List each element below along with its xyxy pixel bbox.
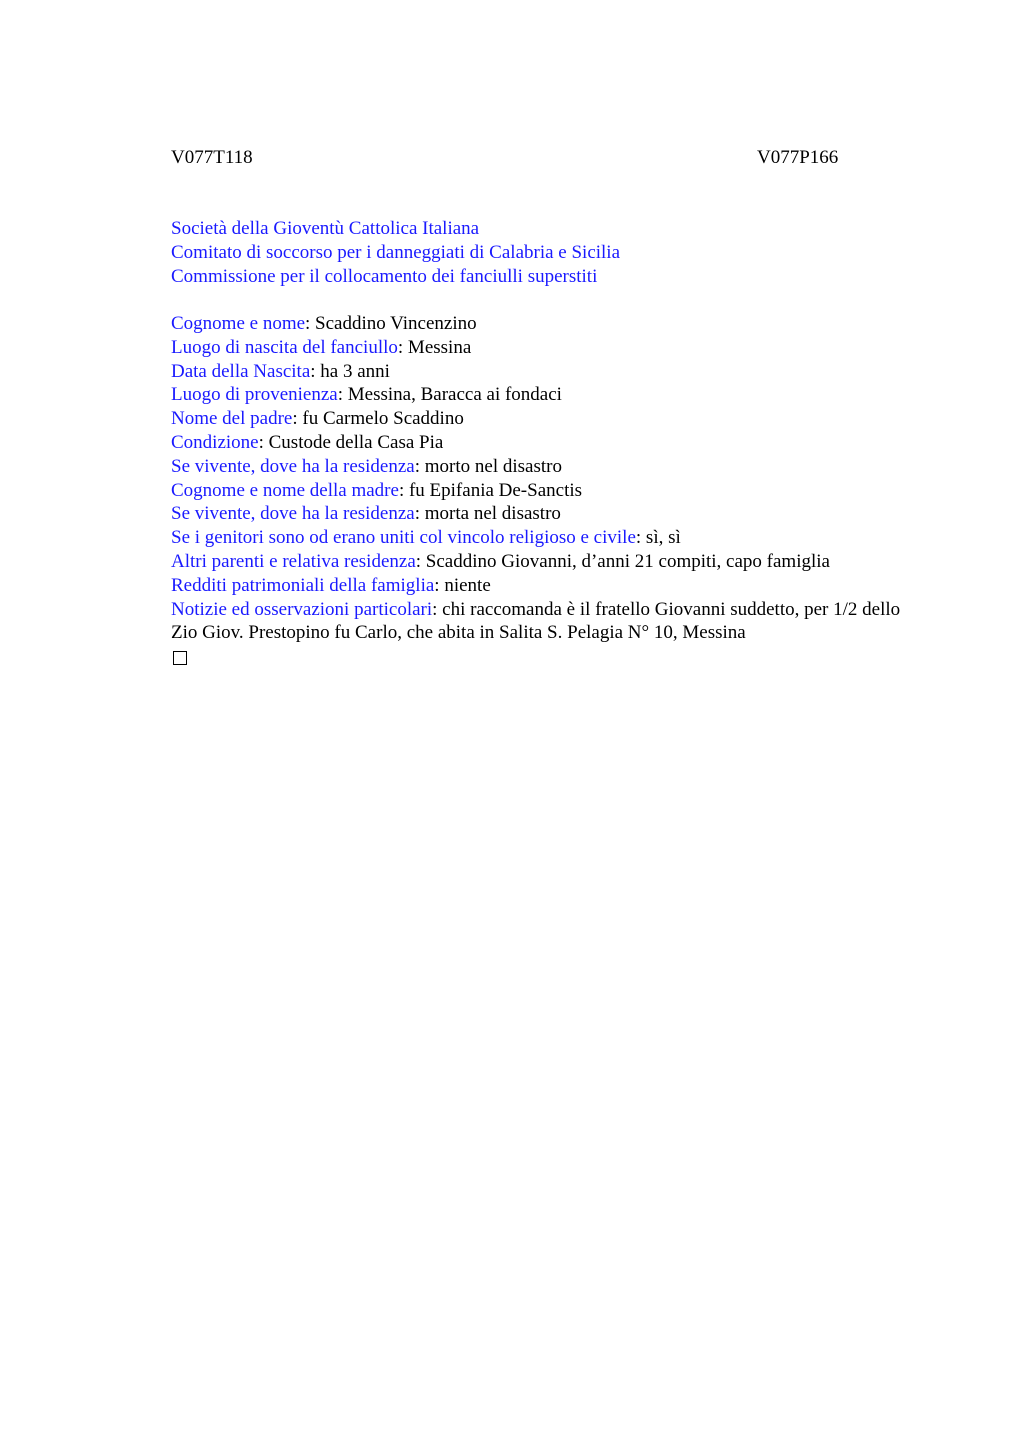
field-value: : Scaddino Giovanni, d’anni 21 compiti, capo famiglia	[415, 550, 830, 572]
field-label: Redditi patrimoniali della famiglia	[171, 574, 435, 596]
field-label: Data della Nascita	[171, 360, 311, 382]
field-label: Cognome e nome della madre	[171, 479, 399, 501]
field-value: : morto nel disastro	[414, 455, 562, 477]
field-value: : Messina, Baracca ai fondaci	[337, 384, 562, 406]
field-nome-madre	[171, 479, 931, 503]
field-luogo-nascita	[171, 336, 931, 360]
field-value: : morta nel disastro	[414, 503, 561, 525]
field-label: Se i genitori sono od erano uniti col vincolo religioso e civile	[171, 527, 636, 549]
field-label: Se vivente, dove ha la residenza	[171, 503, 415, 525]
field-label: Luogo di nascita del fanciullo	[171, 336, 398, 358]
field-label: Nome del padre	[171, 408, 293, 430]
field-value: : Messina	[397, 336, 472, 358]
field-residenza-padre	[171, 455, 931, 479]
field-luogo-provenienza	[171, 383, 931, 407]
field-value: : sì, sì	[635, 527, 681, 549]
field-value: : fu Epifania De-Sanctis	[398, 479, 583, 501]
header-line-1: Società della Gioventù Cattolica Italiana	[171, 218, 480, 239]
code-right: V077P166	[757, 147, 839, 168]
field-label: Luogo di provenienza	[171, 384, 338, 406]
field-label: Cognome e nome	[171, 313, 306, 334]
field-data-nascita	[171, 360, 931, 384]
organization-header	[171, 217, 931, 289]
empty-checkbox-glyph	[173, 651, 187, 665]
field-label: Condizione	[171, 431, 259, 453]
document-codes	[171, 146, 931, 170]
field-residenza-madre	[171, 502, 931, 526]
code-left: V077T118	[171, 147, 253, 168]
field-notizie	[171, 598, 921, 646]
field-altri-parenti	[171, 550, 931, 574]
field-value: : chi raccomanda è il fratello Giovanni suddetto, per 1/2 dello Zio Giov. Prestopino fu Carlo, che abita in Salita S. Pelagia N° 10, Messina	[171, 598, 901, 644]
field-cognome-nome	[171, 312, 931, 336]
field-label: Notizie ed osservazioni particolari	[171, 598, 433, 620]
header-line-3: Commissione per il collocamento dei fanciulli superstiti	[171, 266, 598, 287]
field-value: : Custode della Casa Pia	[258, 431, 444, 453]
document-page	[171, 146, 931, 665]
field-value: : ha 3 anni	[310, 360, 390, 382]
field-value: : Scaddino Vincenzino	[305, 313, 477, 334]
field-label: Altri parenti e relativa residenza	[171, 550, 416, 572]
header-line-2: Comitato di soccorso per i danneggiati di Calabria e Sicilia	[171, 242, 621, 263]
field-nome-padre	[171, 407, 931, 431]
field-value: : niente	[434, 574, 491, 596]
field-value: : fu Carmelo Scaddino	[292, 408, 464, 430]
field-condizione	[171, 431, 931, 455]
record-fields	[171, 312, 931, 645]
field-redditi	[171, 574, 931, 598]
field-vincolo-genitori	[171, 526, 931, 550]
field-label: Se vivente, dove ha la residenza	[171, 455, 415, 477]
